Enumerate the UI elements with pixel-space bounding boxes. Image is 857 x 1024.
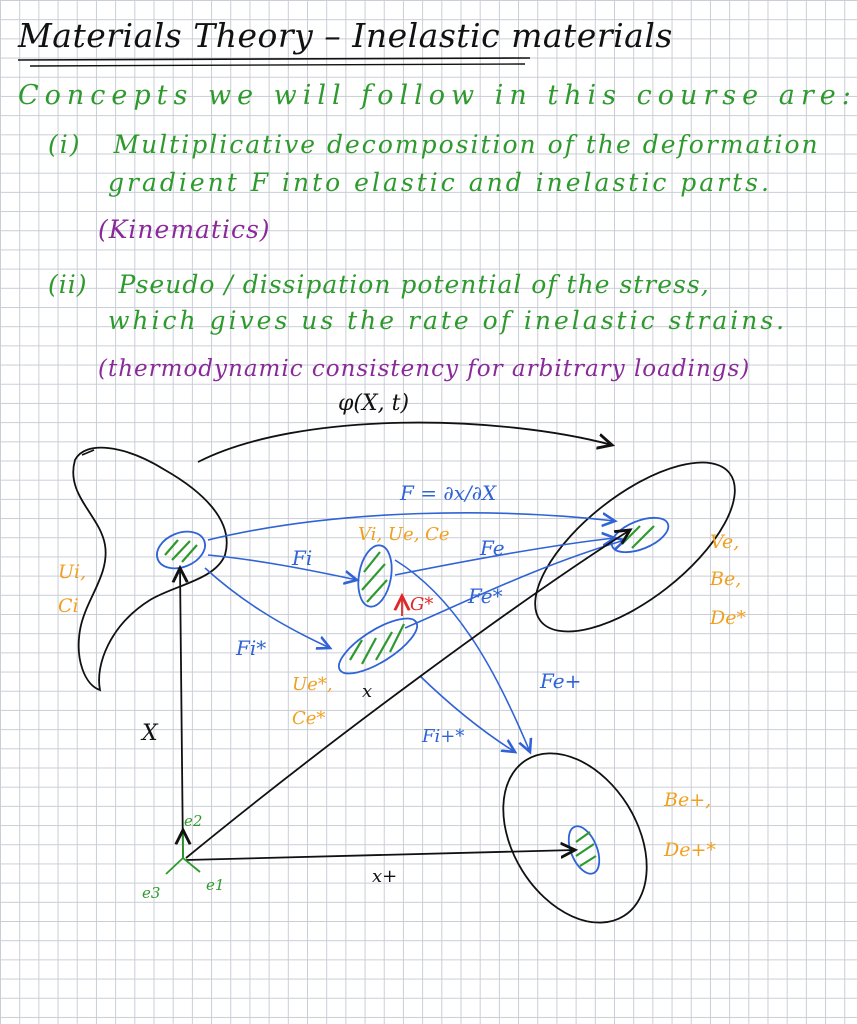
vector-X (180, 568, 183, 858)
plus-body (474, 727, 677, 949)
basis-e3-label: e3 (142, 884, 161, 902)
cur-var-1: Ve, (710, 531, 740, 553)
item-1-note: (Kinematics) (98, 215, 271, 244)
vector-x (186, 530, 630, 858)
phi-mapping-arc (198, 423, 612, 462)
Fe-label: Fe (480, 536, 505, 560)
basis-e3 (166, 858, 183, 874)
vector-x-plus (186, 850, 575, 860)
Fi-star-label: Fi* (236, 636, 267, 660)
X-label: X (142, 721, 158, 746)
star-var-2: Ce* (292, 708, 326, 729)
item-2-line-2: which gives us the rate of inelastic strains. (108, 306, 788, 335)
current-element (607, 511, 673, 559)
star-var-1: Ue*, (292, 674, 333, 695)
item-2-marker: (ii) (48, 270, 88, 299)
item-1-marker: (i) (48, 130, 82, 159)
item-1-text: Multiplicative decomposition of the deformation (113, 130, 820, 159)
x-plus-label: x+ (372, 866, 398, 887)
arrow-Fi-star (205, 568, 330, 648)
reference-element (151, 525, 210, 575)
basis-e1-label: e1 (206, 876, 225, 894)
plus-var-1: Be+, (664, 789, 712, 811)
arrow-Fi (208, 555, 357, 580)
x-label: x (362, 681, 373, 702)
item-1-line-2: gradient F into elastic and inelastic parts. (108, 168, 772, 197)
basis-e2-label: e2 (184, 812, 203, 830)
arrow-Fe-plus (395, 560, 530, 752)
plus-var-2: De+* (664, 839, 716, 861)
F-formula: F = ∂x/∂X (400, 481, 497, 505)
Fe-star-label: Fe* (468, 584, 503, 608)
item-2-text: Pseudo / dissipation potential of the stress, (118, 270, 710, 299)
ref-var-1: Ui, (58, 561, 87, 583)
star-element (331, 609, 424, 684)
Fi-plus-star-label: Fi+* (422, 726, 465, 747)
phi-label: φ(X, t) (338, 391, 410, 416)
page-title: Materials Theory – Inelastic materials (18, 16, 673, 55)
cur-var-3: De* (710, 607, 746, 629)
cur-var-2: Be, (710, 568, 742, 590)
intermediate-element (354, 543, 396, 610)
Fe-plus-label: Fe+ (540, 669, 582, 693)
mid-vars: Vi, Ue, Ce (358, 524, 450, 545)
ref-var-2: Ci (58, 595, 79, 617)
reference-body (73, 448, 227, 690)
item-2-note: (thermodynamic consistency for arbitrary loadings) (98, 356, 751, 382)
Fi-label: Fi (292, 546, 313, 570)
intro-line: Concepts we will follow in this course are: (18, 80, 857, 111)
G-star-label: G* (410, 594, 434, 615)
